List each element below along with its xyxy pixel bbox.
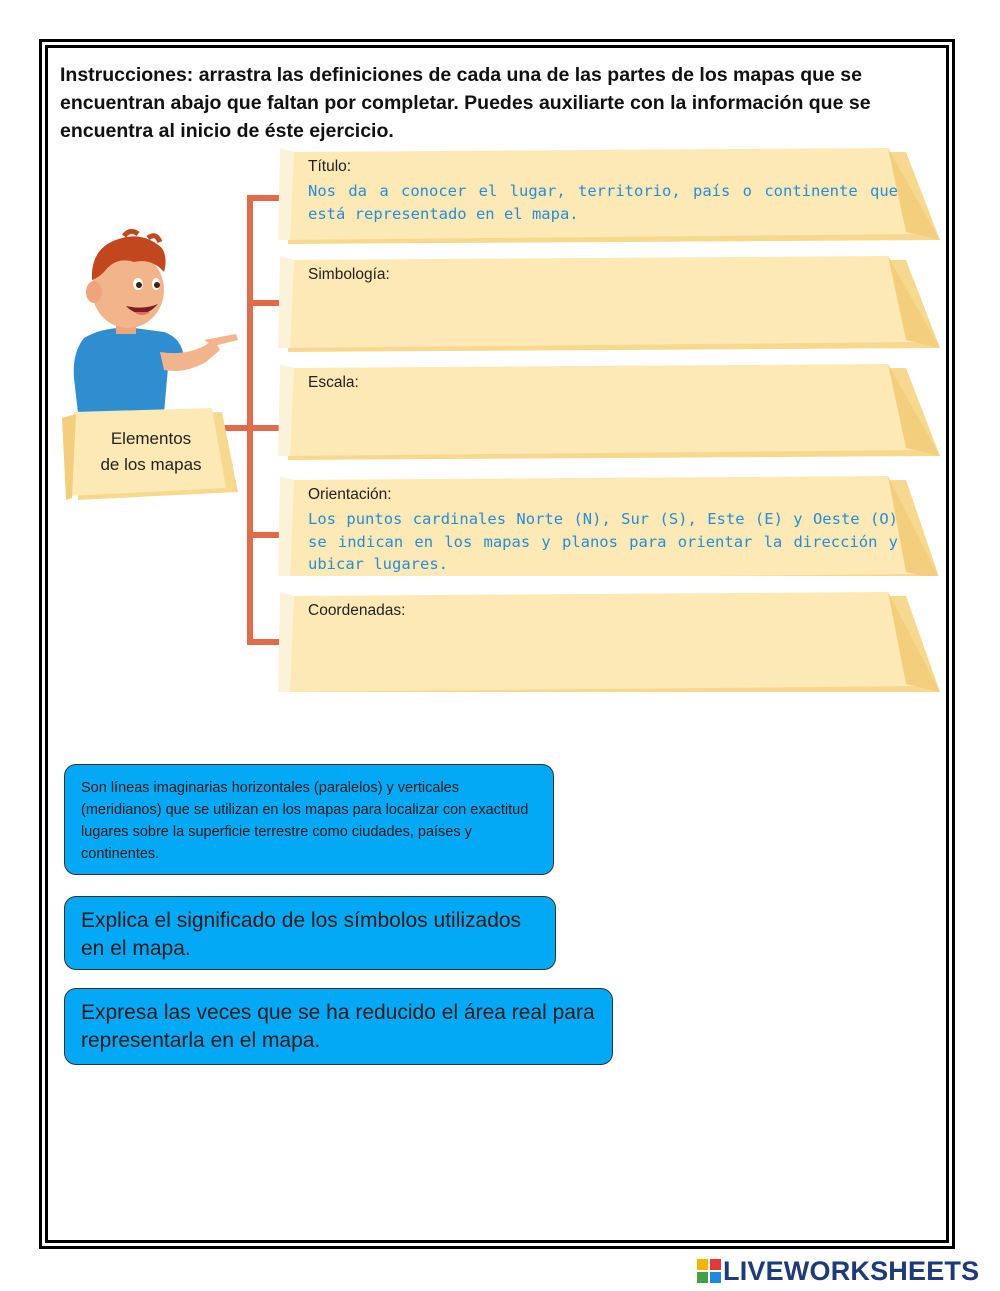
liveworksheets-logo-text: LIVEWORKSHEETS bbox=[723, 1256, 980, 1286]
banner-answer: Los puntos cardinales Norte (N), Sur (S), Este (E) y Oeste (O) se indican en los mapas y planos para orientar la dirección y ubicar lugares. bbox=[308, 510, 898, 573]
banner-answer: Nos da a conocer el lugar, territorio, país o continente que está representado en el mapa. bbox=[308, 182, 898, 223]
liveworksheets-logo bbox=[697, 1256, 997, 1286]
hub-title bbox=[76, 426, 226, 478]
instructions-text: Instrucciones: arrastra las definiciones de cada una de las partes de los mapas que se encuentran abajo que faltan por completar. Puedes auxiliarte con la información que se encuentra al inicio de éste ejercicio. bbox=[60, 64, 871, 142]
banner-label: Título: bbox=[308, 158, 352, 175]
banner-titulo[interactable] bbox=[276, 148, 940, 248]
banner-orientacion[interactable] bbox=[276, 476, 940, 576]
banner-shape bbox=[276, 364, 940, 464]
banner-escala[interactable] bbox=[276, 364, 940, 464]
banner-label: Escala: bbox=[308, 374, 359, 391]
answer-card-escala[interactable]: Expresa las veces que se ha reducido el área real para representarla en el mapa. bbox=[64, 988, 613, 1065]
banner-simbologia[interactable] bbox=[276, 256, 940, 356]
banner-label: Orientación: bbox=[308, 486, 392, 503]
banner-label: Coordenadas: bbox=[308, 602, 406, 619]
hub-banner bbox=[62, 408, 240, 504]
answer-card-coordenadas[interactable]: Son líneas imaginarias horizontales (paralelos) y verticales (meridianos) que se utilizan en los mapas para localizar con exactitud lugares sobre la superficie terrestre como ciudades, países y continentes. bbox=[64, 764, 554, 875]
banner-coordenadas[interactable] bbox=[276, 592, 940, 692]
hub-title-line1: Elementos bbox=[110, 429, 192, 448]
banner-label: Simbología: bbox=[308, 266, 390, 283]
answer-card-simbologia[interactable]: Explica el significado de los símbolos utilizados en el mapa. bbox=[64, 896, 556, 970]
hub-title-line2: de los mapas bbox=[100, 455, 202, 474]
liveworksheets-logo-icon bbox=[697, 1259, 721, 1283]
boy-pointing-illustration bbox=[64, 228, 244, 413]
